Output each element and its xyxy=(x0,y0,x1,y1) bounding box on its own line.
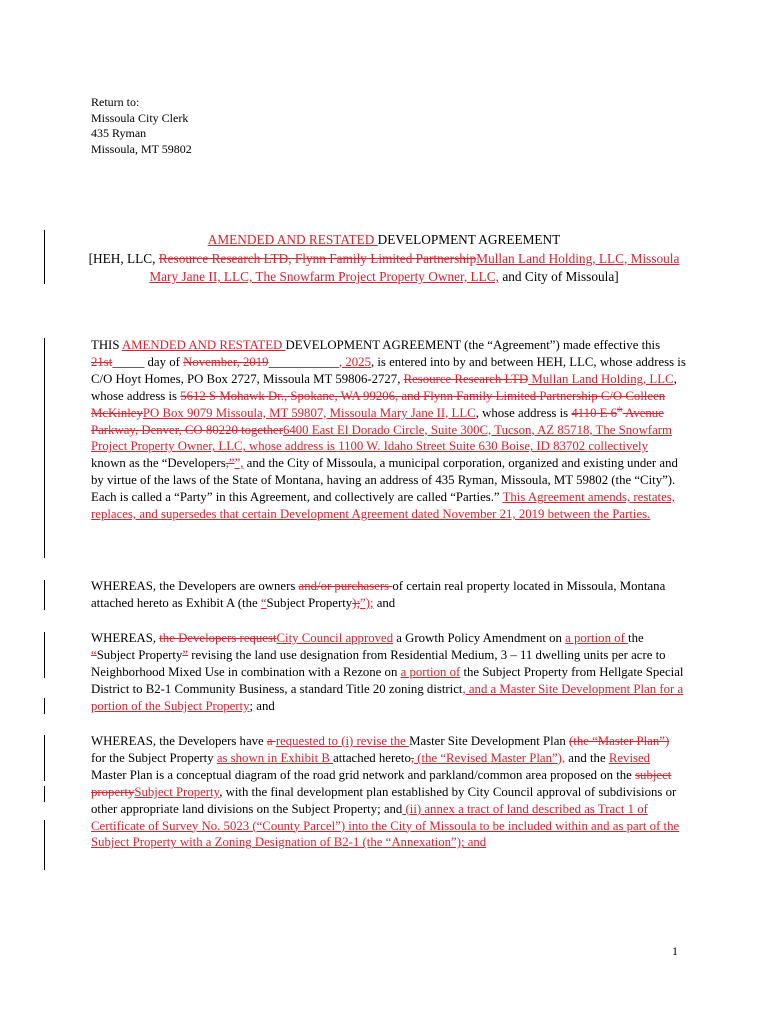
text-run: known as the “Developers xyxy=(91,456,226,471)
whereas-paragraph-master-plan xyxy=(91,733,686,851)
text-run: Subject Property xyxy=(266,595,353,610)
agreement-preamble-paragraph xyxy=(91,337,686,523)
return-street-line: 435 Ryman xyxy=(91,126,147,140)
text-run: revising the land use designation from Residential Medium, 3 – 11 dwelling units per acre to Neighborhood Mixed Use in combination with a Rezone on xyxy=(91,647,666,679)
change-bar xyxy=(44,338,45,558)
text-run: THIS xyxy=(91,338,122,352)
inserted-text: requested to (i) revise the xyxy=(275,734,410,748)
inserted-text: Mullan Land Holding, LLC xyxy=(528,371,674,386)
page-number: 1 xyxy=(672,944,678,958)
inserted-text: a portion of xyxy=(400,664,461,679)
return-address-block xyxy=(91,95,192,157)
return-to-label: Return to: xyxy=(91,95,140,109)
change-bar xyxy=(44,230,45,284)
deleted-text: a xyxy=(266,734,276,748)
inserted-text: Mullan Land Holding, LLC, Missoula Mary Jane II, LLC, The Snowfarm Project Property Owner, LLC, xyxy=(149,250,680,284)
text-run: , with the final development plan established by City Council approval of subdivisions or other appropriate land divisions on the Subject Property; and xyxy=(91,784,677,816)
return-city-line: Missoula, MT 59802 xyxy=(91,141,192,156)
return-clerk-line: Missoula City Clerk xyxy=(91,110,189,125)
text-run: [HEH, LLC, xyxy=(88,250,159,266)
deleted-text: “ xyxy=(91,647,97,662)
change-bar xyxy=(44,580,45,610)
deleted-text: Avenue Parkway, Denver, CO 80220 together xyxy=(91,405,664,437)
inserted-text: AMENDED AND RESTATED xyxy=(121,338,286,352)
deleted-text: 21st xyxy=(91,354,113,369)
inserted-text: as shown in Exhibit B xyxy=(216,750,334,765)
text-run: and xyxy=(373,595,396,610)
inserted-text: “ xyxy=(260,595,267,610)
deleted-text: ,” xyxy=(225,456,235,471)
text-run: , whose address is xyxy=(91,371,677,403)
text-run: Master Plan is a conceptual diagram of the road grid network and parkland/common area proposed on the xyxy=(91,767,636,782)
text-run: and the xyxy=(565,750,609,765)
change-bar xyxy=(44,632,45,678)
inserted-text: AMENDED AND RESTATED xyxy=(207,232,378,247)
text-run: WHEREAS, the Developers have xyxy=(91,734,267,748)
inserted-text: Revised xyxy=(608,750,651,765)
text-run: a Growth Policy Amendment on xyxy=(393,631,566,645)
inserted-text: , 2025 xyxy=(338,354,371,369)
text-run: WHEREAS, xyxy=(91,631,160,645)
inserted-text: PO Box 9079 Missoula, MT 59807, Missoula Mary Jane II, LLC xyxy=(142,405,476,420)
inserted-text: , and a Master Site Development Plan for a portion of the Subject Property xyxy=(91,681,684,713)
text-run: Master Site Development Plan xyxy=(409,734,569,748)
text-run: the Subject Property from Hellgate Special District to B2-1 Community Business, a standard Title 20 zoning district xyxy=(91,664,684,696)
deleted-text: , xyxy=(410,750,415,765)
deleted-text: ); xyxy=(352,595,361,610)
whereas-paragraph-ownership xyxy=(91,578,686,612)
text-run: ; and xyxy=(249,698,275,713)
deleted-text: and/or purchasers xyxy=(298,579,393,593)
inserted-text: This Agreement amends, restates, replaces, and supersedes that certain Development Agreement dated November 21, 2019 between the Parties. xyxy=(91,490,675,522)
inserted-text: ”); xyxy=(360,595,374,610)
text-run: , is entered into by and between HEH, LLC, whose address is C/O Hoyt Homes, PO Box 2727, Missoula MT 59806-2727, xyxy=(91,354,686,386)
text-run: DEVELOPMENT AGREEMENT (the “Agreement”) made effective this xyxy=(285,338,661,352)
deleted-text: November, 2019 xyxy=(183,354,269,369)
inserted-text: ”, xyxy=(234,456,244,471)
text-run: for the Subject Property xyxy=(91,750,217,765)
text-run: WHEREAS, the Developers are owners xyxy=(91,579,299,593)
text-run: attached hereto xyxy=(333,750,411,765)
deleted-text: ” xyxy=(182,647,189,662)
agreement-title xyxy=(84,231,684,287)
text-run: and City of Missoula] xyxy=(499,269,619,284)
text-run: _____ day of xyxy=(112,354,184,369)
inserted-text: (ii) annex a tract of land described as Tract 1 of Certificate of Survey No. 5023 (“County Parcel”) into the City of Missoula to be included within and as part of the Subject Property with a Zoning Designation of B2-1 (the “Annexation”); and xyxy=(91,801,680,850)
deleted-text: Resource Research LTD xyxy=(403,371,529,386)
inserted-text: (the “Revised Master Plan”), xyxy=(414,750,566,765)
deleted-text: 4110 E 6 xyxy=(571,405,618,420)
text-run: Subject Property xyxy=(96,647,183,662)
change-bar xyxy=(44,698,45,714)
text-run: and the City of Missoula, a municipal corporation, organized and existing under and by virtue of the laws of the State of Montana, having an address of 435 Ryman, Missoula, MT 59802 (the “City”). Each is called a “Party” in this Agreement, and collectively are called “Parties.” xyxy=(91,456,678,505)
text-run: , whose address is xyxy=(475,405,572,420)
change-bar xyxy=(44,786,45,802)
inserted-text: 6400 East El Dorado Circle, Suite 300C, Tucson, AZ 85718, The Snowfarm Project Property Owner, LLC, whose address is 1100 W. Idaho Street Suite 630 Boise, ID 83702 collectively xyxy=(91,422,672,454)
deleted-text: 5612 S Mohawk Dr., Spokane, WA 99206, and Flynn Family Limited Partnership C/O Colleen McKinley xyxy=(91,388,666,420)
inserted-text: Subject Property xyxy=(134,784,220,799)
whereas-paragraph-growth-policy xyxy=(91,630,686,715)
deleted-text: the Developers request xyxy=(159,631,277,645)
deleted-text: subject property xyxy=(91,767,672,799)
change-bar xyxy=(44,735,45,781)
change-bar xyxy=(44,820,45,870)
deleted-text: th xyxy=(617,405,623,414)
deleted-text: (the “Master Plan”) xyxy=(569,734,670,748)
text-run: DEVELOPMENT AGREEMENT xyxy=(377,232,561,247)
deleted-text: Resource Research LTD, Flynn Family Limited Partnership xyxy=(158,250,477,266)
inserted-text: City Council approved xyxy=(276,631,394,645)
inserted-text: a portion of xyxy=(565,631,629,645)
text-run: the xyxy=(628,631,644,645)
text-run: of certain real property located in Missoula, Montana attached hereto as Exhibit A (the xyxy=(91,579,666,610)
text-run: ___________ xyxy=(268,354,339,369)
